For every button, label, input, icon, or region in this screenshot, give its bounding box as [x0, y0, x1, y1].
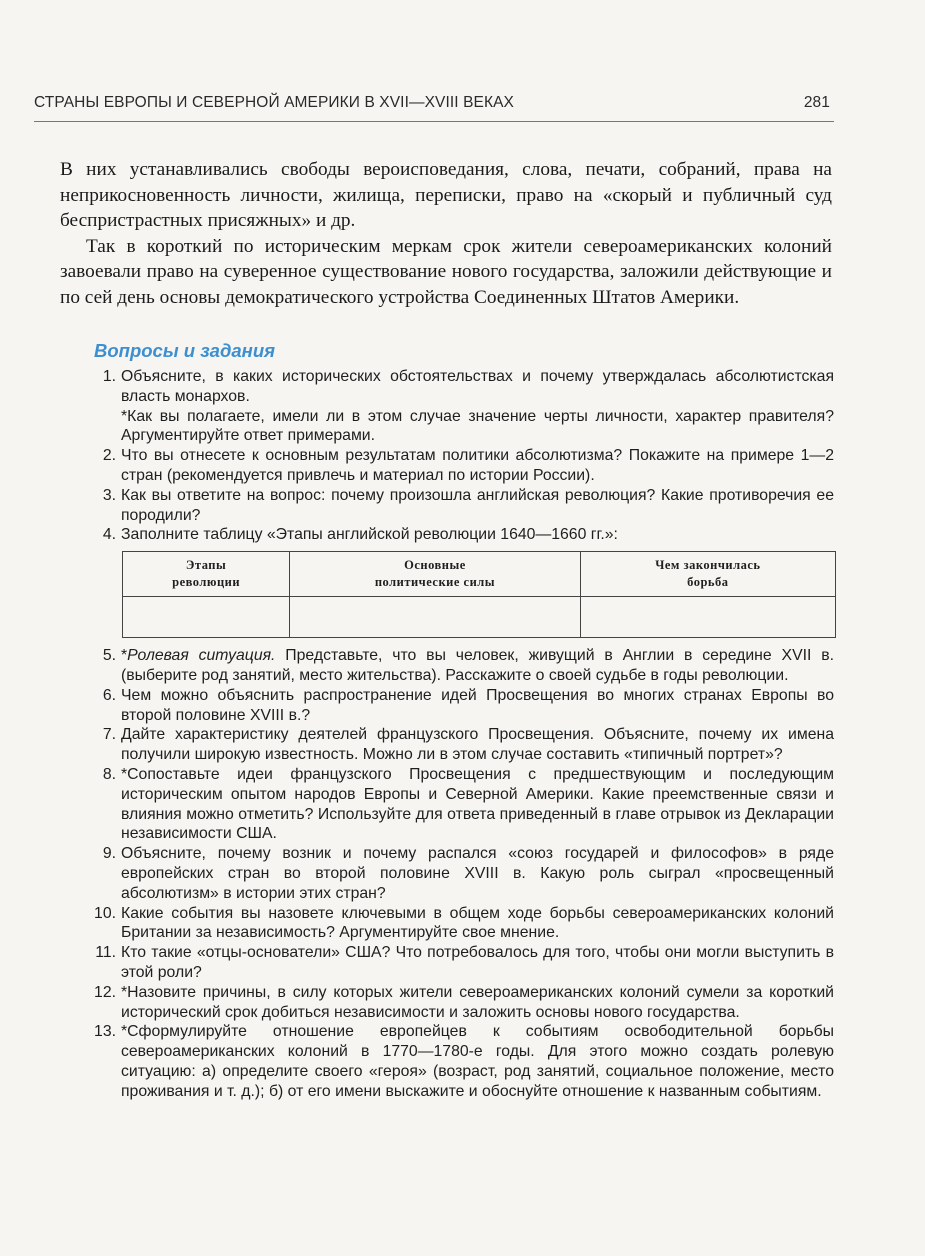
question-number: 13. [94, 1023, 116, 1041]
revolution-stages-table-wrapper [122, 551, 836, 638]
question-number: 6. [102, 686, 116, 704]
table-header-cell: Чем закончилась борьба [580, 552, 835, 597]
question-italic-lead: Ролевая ситуация. [127, 647, 276, 665]
question-number: 9. [102, 845, 116, 863]
question-item [86, 686, 834, 726]
table-header-cell: Этапы революции [123, 552, 290, 597]
table-cell [290, 597, 581, 638]
question-text: Что вы отнесете к основным результатам политики абсолютизма? Покажите на примере 1—2 стран (рекомендуется привлечь и материал по истории России). [121, 447, 834, 484]
question-text: Как вы ответите на вопрос: почему произошла английская революция? Какие противоречия ее породили? [121, 486, 834, 524]
question-number: 11. [95, 944, 116, 962]
paragraph: В них устанавливались свободы вероисповедания, слова, печати, собраний, права на неприкосновенность личности, жилища, переписки, право на «скорый и публичный суд беспристрастных присяжных» и др. [60, 159, 832, 231]
question-item [86, 943, 834, 983]
question-text: Чем можно объяснить распространение идей Просвещения во многих странах Европы во второй половине XVIII в.? [121, 686, 834, 724]
question-subtask: *Как вы полагаете, имели ли в этом случае значение черты личности, характер правителя? Аргументируйте ответ примерами. [121, 407, 834, 445]
question-item [86, 446, 834, 486]
chapter-title: СТРАНЫ ЕВРОПЫ И СЕВЕРНОЙ АМЕРИКИ В XVII—XVIII ВЕКАХ [34, 94, 514, 111]
question-number: 5. [102, 647, 116, 665]
running-header [34, 94, 830, 112]
question-prefix: * [121, 647, 128, 665]
question-text: *Назовите причины, в силу которых жители североамериканских колоний сумели за короткий исторический срок добиться независимости и заложить основы нового государства. [121, 983, 834, 1021]
question-item [86, 725, 834, 765]
table-header-row [123, 552, 836, 597]
questions-list [86, 367, 834, 1102]
question-text: *Сформулируйте отношение европейцев к событиям освободительной борьбы североамериканских колоний в 1770—1780-е годы. Для этого можно создать ролевую ситуацию: а) определите своего «героя» (возраст, род занятий, социальное положение, место проживания и т. д.); б) от его имени выскажите и обоснуйте отношение к названным событиям. [121, 1023, 834, 1100]
paragraph: Так в короткий по историческим меркам срок жители североамериканских колоний завоевали право на суверенное существование нового государства, заложили действующие и по сей день основы демократического устройства Соединенных Штатов Америки. [60, 235, 832, 308]
table-row [123, 597, 836, 638]
question-text: Какие события вы назовете ключевыми в общем ходе борьбы североамериканских колоний Британии за независимость? Аргументируйте свое мнение. [121, 904, 834, 942]
question-item [86, 486, 834, 526]
table-cell [123, 597, 290, 638]
question-item [86, 367, 834, 446]
question-item [86, 1022, 834, 1101]
question-number: 10. [94, 904, 116, 922]
question-text: Кто такие «отцы-основатели» США? Что потребовалось для того, чтобы они могли выступить в этой роли? [121, 944, 834, 981]
question-number: 8. [102, 765, 116, 783]
question-number: 3. [102, 486, 116, 504]
question-item [86, 525, 834, 545]
question-item [86, 844, 834, 903]
question-text: Заполните таблицу «Этапы английской революции 1640—1660 гг.»: [121, 526, 618, 544]
question-text: Объясните, в каких исторических обстоятельствах и почему утверждалась абсолютистская власть монархов. [121, 368, 834, 405]
page-number: 281 [803, 94, 830, 111]
question-text: Дайте характеристику деятелей французского Просвещения. Объясните, почему их имена получили широкую известность. Можно ли в этом случае составить «типичный портрет»? [121, 726, 834, 764]
header-divider [34, 121, 834, 122]
revolution-stages-table [122, 551, 836, 638]
section-title: Вопросы и задания [94, 340, 276, 361]
table-cell [580, 597, 835, 638]
main-text [60, 157, 832, 310]
question-item [86, 646, 834, 686]
question-number: 7. [102, 726, 116, 744]
question-text: *Сопоставьте идеи французского Просвещения с предшествующим и последующим историческим опытом народов Европы и Северной Америки. Какие преемственные связи и влияния можно отметить? Используйте для ответа приведенный в главе отрывок из Декларации независимости США. [121, 765, 834, 843]
question-number: 12. [94, 983, 116, 1001]
question-text: Представьте, что вы человек, живущий в Англии в середине XVII в. (выберите род занятий, место жительства). Расскажите о своей судьбе в годы революции. [121, 647, 834, 684]
question-number: 2. [102, 447, 116, 465]
question-item [86, 983, 834, 1023]
question-item [86, 904, 834, 944]
question-item [86, 765, 834, 844]
question-text: Объясните, почему возник и почему распался «союз государей и философов» в ряде европейских стран во второй половине XVIII в. Какую роль сыграл «просвещенный абсолютизм» в истории этих стран? [121, 845, 834, 902]
question-number: 4. [102, 526, 116, 544]
table-header-cell: Основные политические силы [290, 552, 581, 597]
question-number: 1. [102, 368, 116, 385]
